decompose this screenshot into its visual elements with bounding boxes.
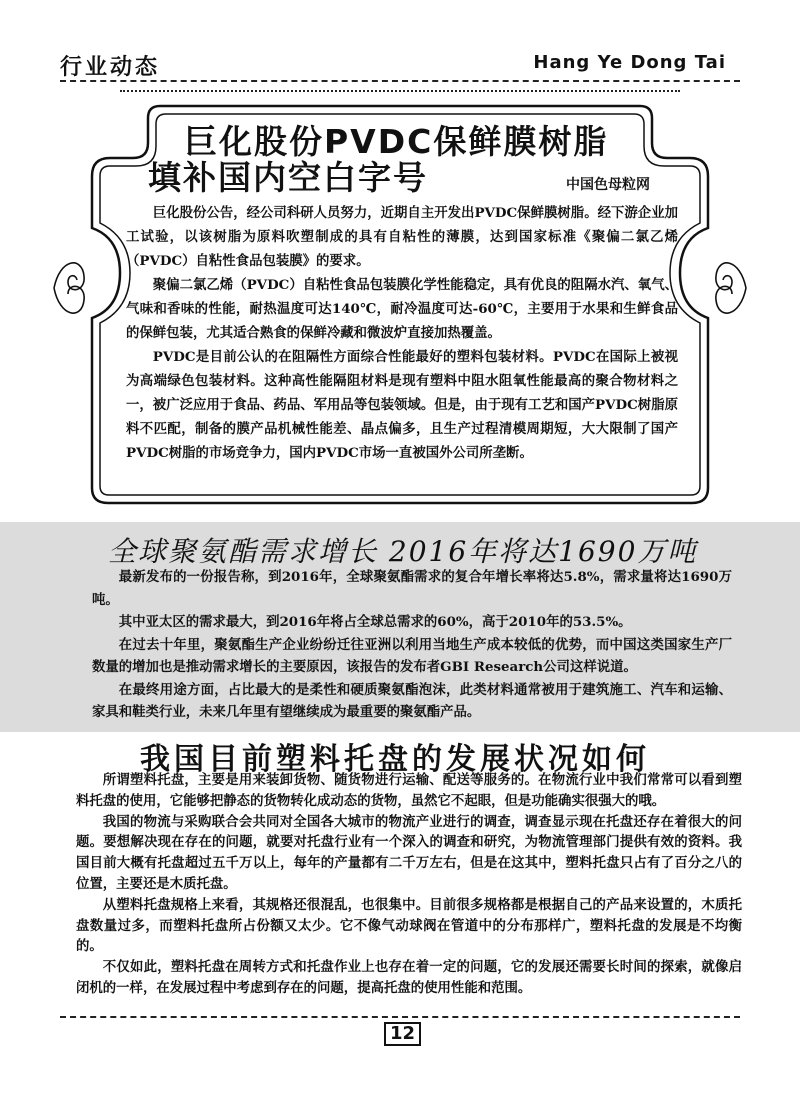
article1-body [126,201,678,465]
article2-body [92,566,732,724]
article3-paragraph: 我国的物流与采购联合会共同对全国各大城市的物流产业进行的调查，调查显示现在托盘还存在着很大的问题。要想解决现在存在的问题，就要对托盘行业有一个深入的调查和研究，为物流管理部门提供有效的资料。我国目前大概有托盘超过五千万以上，每年的产量都有二千万左右，但是在这其中，塑料托盘只占有了百分之八的位置，主要还是木质托盘。 [76,813,742,892]
article1-title-line2: 填补国内空白字号 [148,158,428,197]
article3-title: 我国目前塑料托盘的发展状况如何 [140,742,650,777]
article2-paragraph: 最新发布的一份报告称，到2016年，全球聚氨酯需求的复合年增长率将达5.8%，需求量将达1690万吨。 [92,569,732,608]
article3-paragraph: 所谓塑料托盘，主要是用来装卸货物、随货物进行运输、配送等服务的。在物流行业中我们常常可以看到塑料托盘的使用，它能够把静态的货物转化成动态的货物，虽然它不起眼，但是功能确实很强大的哦。 [76,772,742,809]
article2-paragraph: 在最终用途方面，占比最大的是柔性和硬质聚氨酯泡沫，此类材料通常被用于建筑施工、汽车和运输、家具和鞋类行业，未来几年里有望继续成为最重要的聚氨酯产品。 [92,681,732,720]
article1-source: 中国色母粒网 [566,177,650,193]
section-title-cn: 行业动态 [60,55,161,80]
article3-body [76,770,742,999]
article1-title-line1: 巨化股份PVDC保鲜膜树脂 [184,122,609,161]
article1-paragraph: PVDC是目前公认的在阻隔性方面综合性能最好的塑料包装材料。PVDC在国际上被视为高端绿色包装材料。这种高性能隔阻材料是现有塑料中阻水阻氧性能最高的聚合物材料之一，被广泛应用于食品、药品、军用品等包装领域。但是，由于现有工艺和国产PVDC树脂原料不匹配，制备的膜产品机械性能差、晶点偏多，且生产过程清模周期短，大大限制了国产PVDC树脂的市场竞争力，国内PVDC市场一直被国外公司所垄断。 [126,349,678,461]
article2-paragraph: 其中亚太区的需求最大，到2016年将占全球总需求的60%，高于2010年的53.5%。 [118,614,632,630]
article2-title: 全球聚氨酯需求增长 2016年将达1690万吨 [108,535,698,568]
article2-paragraph: 在过去十年里，聚氨酯生产企业纷纷迁往亚洲以利用当地生产成本较低的优势，而中国这类国家生产厂数量的增加也是推动需求增长的主要原因，该报告的发布者GBI Research公司这样说道。 [92,636,732,675]
article1-paragraph: 巨化股份公告，经公司科研人员努力，近期自主开发出PVDC保鲜膜树脂。经下游企业加工试验，以该树脂为原料吹塑制成的具有自粘性的薄膜，达到国家标准《聚偏二氯乙烯（PVDC）自粘性食品包装膜》的要求。 [126,205,678,269]
article1-paragraph: 聚偏二氯乙烯（PVDC）自粘性食品包装膜化学性能稳定，具有优良的阻隔水汽、氧气、气味和香味的性能，耐热温度可达140℃，耐冷温度可达-60℃，主要用于水果和生鲜食品的保鲜包装，尤其适合熟食的保鲜冷藏和微波炉直接加热覆盖。 [126,277,678,341]
article3-paragraph: 从塑料托盘规格上来看，其规格还很混乱，也很集中。目前很多规格都是根据自己的产品来设置的，木质托盘数量过多，而塑料托盘所占份额又太少。它不像气动球阀在管道中的分布那样广，塑料托盘的发展是不均衡的。 [76,896,742,955]
page-number: 12 [384,1022,421,1046]
article3-paragraph: 不仅如此，塑料托盘在周转方式和托盘作业上也存在着一定的问题，它的发展还需要长时间的探索，就像启闭机的一样，在发展过程中考虑到存在的问题，提高托盘的使用性能和范围。 [76,959,742,996]
header-divider [60,80,740,82]
footer-divider [60,1016,740,1018]
section-title-en: Hang Ye Dong Tai [533,52,726,73]
